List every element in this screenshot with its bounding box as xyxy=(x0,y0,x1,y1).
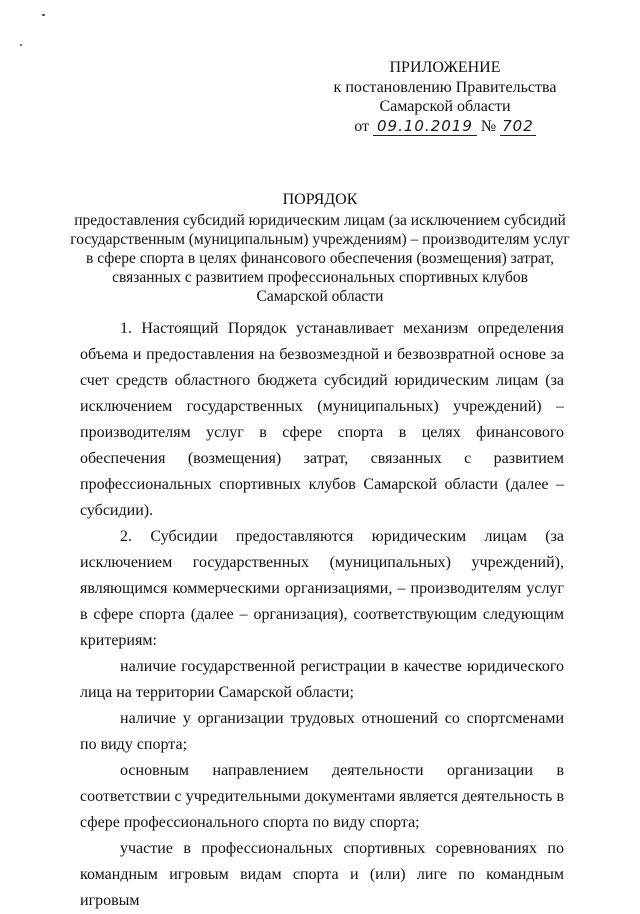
title-line: связанных с развитием профессиональных спортивных клубов xyxy=(112,269,528,286)
document-title xyxy=(60,190,580,306)
date-prefix: от xyxy=(354,117,369,135)
document-body xyxy=(80,316,564,914)
criterion-labor-relations: наличие у организации трудовых отношений со спортсменами по виду спорта; xyxy=(80,710,564,753)
appendix-date-line xyxy=(330,117,560,137)
criterion-competition-participation: участие в профессиональных спортивных соревнованиях по командным игровым видам спорта и (или) лиге по командным игровым xyxy=(80,840,564,909)
appendix-header xyxy=(330,58,560,136)
criterion-main-activity: основным направлением деятельности организации в соответствии с учредительными документами является деятельность в сфере профессионального спорта по виду спорта; xyxy=(80,762,564,831)
appendix-line-2: Самарской области xyxy=(379,98,511,115)
appendix-line-1: к постановлению Правительства xyxy=(333,78,557,96)
paragraph-2: 2. Субсидии предоставляются юридическим лицам (за исключением государственных (муниципальных) учреждений), являющимся коммерческими организациями, – производителям услуг в сфере спорта (далее – организация), соответствующим следующим критериям: xyxy=(80,528,564,649)
title-line: в сфере спорта в целях финансового обеспечения (возмещения) затрат, xyxy=(86,250,554,267)
paragraph-1: 1. Настоящий Порядок устанавливает механизм определения объема и предоставления на безвозмездной и безвозвратной основе за счет средств областного бюджета субсидий юридическим лицам (за исключением государственных (муниципальных) учреждений) – производителям услуг в сфере спорта в целях финансового обеспечения (возмещения) затрат, связанных с развитием профессиональных спортивных клубов Самарской области (далее – субсидии). xyxy=(80,320,564,519)
title-line: государственным (муниципальным) учреждениям) – производителям услуг xyxy=(70,231,570,248)
appendix-title: ПРИЛОЖЕНИЕ xyxy=(389,59,501,76)
criterion-registration: наличие государственной регистрации в качестве юридического лица на территории Самарской области; xyxy=(80,658,564,701)
title-heading: ПОРЯДОК xyxy=(282,191,358,208)
handwritten-number: 702 xyxy=(502,116,534,135)
scan-speck xyxy=(20,44,22,46)
handwritten-date: 09.10.2019 xyxy=(373,117,477,136)
title-line: предоставления субсидий юридическим лицам (за исключением субсидий xyxy=(74,212,566,229)
title-line: Самарской области xyxy=(256,288,384,305)
scan-speck xyxy=(42,14,45,16)
number-prefix: № xyxy=(480,117,497,135)
